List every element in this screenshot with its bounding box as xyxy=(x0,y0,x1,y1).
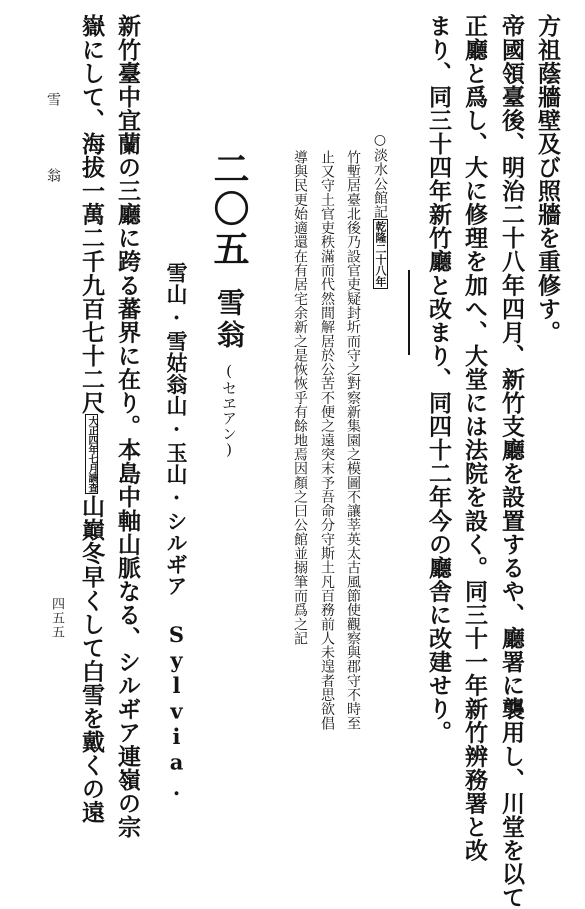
page-number: 四五五 xyxy=(49,597,64,639)
body-column-1: 方祖蔭牆壁及び照牆を重修す。 xyxy=(534,14,561,344)
entry-number: 二〇五 xyxy=(208,150,250,270)
entry-heading xyxy=(208,150,250,459)
survey-note xyxy=(85,414,98,494)
entry-text-part-b: 山巔冬早くして白雪を戴くの遠 xyxy=(78,494,105,825)
entry-text-column-1: 新竹臺中宜蘭の三廳に跨る蕃界に在り。本島中軸山脈なる、シルヸア連嶺の宗 xyxy=(114,14,141,839)
body-column-4: まり、同三十四年新竹廳と改まり、同四十二年今の廳舎に改建せり。 xyxy=(425,14,452,745)
entry-text-part-a: 嶽にして、海拔一萬二千九百七十二尺 xyxy=(78,14,105,415)
record-line-3: 導與民更始適還在有居宅余新之是恢恢乎有餘地焉因顏之曰公館並搦筆而爲之記 xyxy=(292,150,308,646)
survey-note-date: 大正四年 xyxy=(86,416,97,455)
record-era-note: 乾隆二十八年 xyxy=(374,220,387,287)
entry-aliases: 雪山·雪姑翁山·玉山·シルヸア Sylvia. xyxy=(164,262,189,801)
record-heading: ○淡水公館記 xyxy=(372,132,388,219)
entry-reading: (セヱアン) xyxy=(220,362,238,459)
body-column-3: 正廳と爲し、大に修理を加へ、大堂には法院を設く。同三十一年新竹辨務署と改 xyxy=(461,14,488,862)
survey-note-label: 七月調査 xyxy=(86,454,97,493)
record-heading-column xyxy=(373,132,387,289)
entry-text-column-2 xyxy=(80,14,103,824)
record-line-2: 止又守土官吏秩滿而代然間解居於公苦不便之遠突末予吾命分守斯土凡百務前人未遑者思欲倡 xyxy=(319,150,335,731)
record-rule xyxy=(408,270,410,355)
entry-name: 雪翁 xyxy=(213,288,246,352)
record-line-1: 竹塹居臺北後乃設官吏疑封圻而守之對察新集園之模圖不讓莘英太古風節使觀察與郡守不時至 xyxy=(345,150,361,731)
running-head: 雪翁 xyxy=(45,92,61,244)
body-column-2: 帝國領臺後、明治二十八年四月、新竹支廳を設置するや、廳署に襲用し、川堂を以て xyxy=(498,14,525,909)
